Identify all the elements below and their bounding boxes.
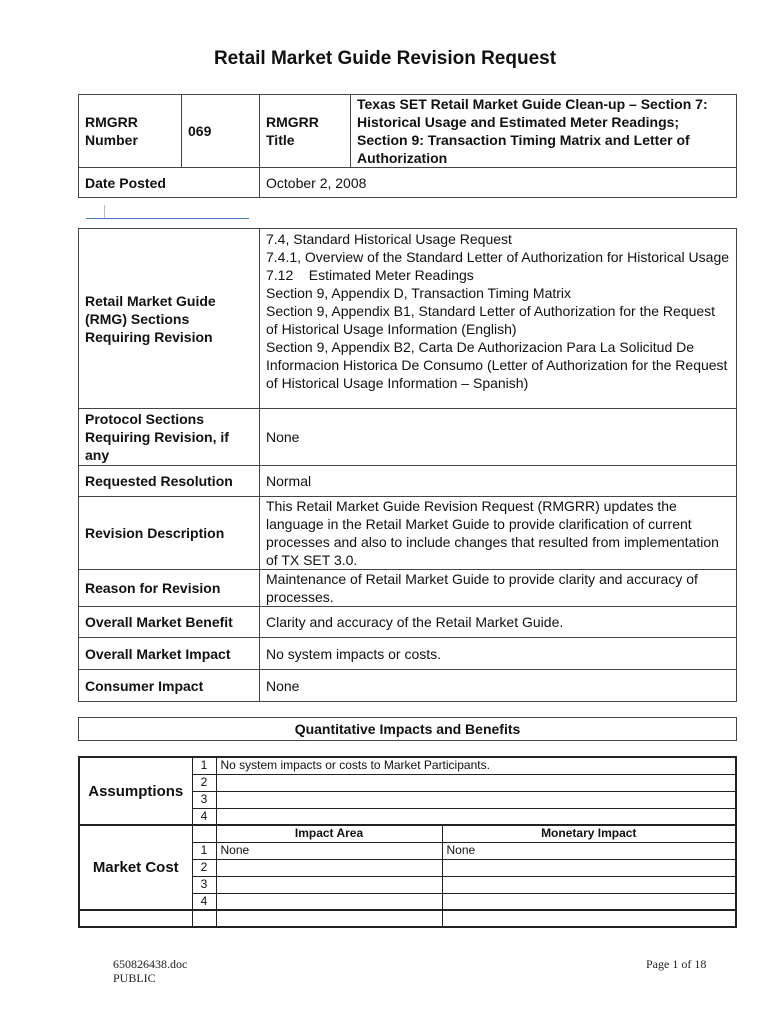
footer-page-number: Page 1 of 18: [646, 957, 707, 971]
rmg-section-line: 7.12 Estimated Meter Readings: [266, 267, 474, 283]
table-row: [79, 757, 736, 774]
table-row: [79, 825, 736, 842]
impact-area-cell: [216, 893, 442, 910]
date-posted-label: Date Posted: [79, 168, 260, 198]
revision-description-label: Revision Description: [79, 497, 260, 570]
impact-area-cell: [216, 876, 442, 893]
footer-left: [113, 957, 187, 985]
row-number: 3: [192, 876, 216, 893]
table-row: [79, 497, 737, 570]
rmgrr-title-value: Texas SET Retail Market Guide Clean-up – Section 7: Historical Usage and Estimated Meter Readings; Section 9: Transaction Timing Matrix and Letter of Authorization: [351, 95, 737, 168]
rmgrr-number-label: RMGRR Number: [79, 95, 182, 168]
monetary-impact-cell: [442, 876, 736, 893]
row-number: 4: [192, 808, 216, 825]
table-row: [79, 607, 737, 638]
row-number: [192, 910, 216, 927]
reason-for-revision-value: Maintenance of Retail Market Guide to provide clarity and accuracy of processes.: [260, 570, 737, 607]
row-number: 4: [192, 893, 216, 910]
consumer-impact-label: Consumer Impact: [79, 670, 260, 702]
revision-description-value: This Retail Market Guide Revision Request (RMGRR) updates the language in the Retail Market Guide to provide clarification of current processes and also to include changes that resulted from implementation of TX SET 3.0.: [260, 497, 737, 570]
table-row: [79, 229, 737, 409]
protocol-sections-label: Protocol Sections Requiring Revision, if any: [79, 409, 260, 466]
overall-market-benefit-value: Clarity and accuracy of the Retail Market Guide.: [260, 607, 737, 638]
consumer-impact-value: None: [260, 670, 737, 702]
details-table: [78, 228, 737, 702]
impact-area-cell: [216, 859, 442, 876]
row-number: 3: [192, 791, 216, 808]
impact-area-cell: None: [216, 842, 442, 859]
date-posted-value: October 2, 2008: [260, 168, 737, 198]
impact-area-header: Impact Area: [216, 825, 442, 842]
table-row: [79, 670, 737, 702]
rmgrr-title-label: RMGRR Title: [260, 95, 351, 168]
reason-for-revision-label: Reason for Revision: [79, 570, 260, 607]
row-number: 1: [192, 757, 216, 774]
table-row: [79, 570, 737, 607]
overall-market-impact-label: Overall Market Impact: [79, 638, 260, 670]
requested-resolution-label: Requested Resolution: [79, 466, 260, 497]
rmg-section-line: 7.4.1, Overview of the Standard Letter of Authorization for Historical Usage: [266, 249, 730, 265]
header-table: [78, 94, 737, 198]
table-row: [79, 466, 737, 497]
table-row: [79, 409, 737, 466]
rmg-section-line: Section 9, Appendix D, Transaction Timing Matrix: [266, 285, 572, 301]
row-number: [192, 825, 216, 842]
quantitative-heading: Quantitative Impacts and Benefits: [79, 718, 737, 741]
assumption-text: [216, 791, 736, 808]
separator-line: [86, 218, 249, 219]
table-row: [79, 910, 736, 927]
empty-cell: [216, 910, 442, 927]
footer-filename: 650826438.doc: [113, 957, 188, 971]
monetary-impact-header: Monetary Impact: [442, 825, 736, 842]
footer-classification: PUBLIC: [113, 971, 156, 985]
overall-market-benefit-label: Overall Market Benefit: [79, 607, 260, 638]
monetary-impact-cell: [442, 859, 736, 876]
quantitative-table: [78, 756, 737, 928]
rmg-section-line: Section 9, Appendix B2, Carta De Authorizacion Para La Solicitud De Informacion Historica De Consumo (Letter of Authorization for the Request of Historical Usage Information – Spanish): [266, 339, 728, 391]
row-number: 1: [192, 842, 216, 859]
rmg-section-line: Section 9, Appendix B1, Standard Letter of Authorization for the Request of Historical Usage Information (English): [266, 303, 716, 337]
protocol-sections-value: None: [260, 409, 737, 466]
rmg-sections-label: Retail Market Guide (RMG) Sections Requiring Revision: [79, 229, 260, 409]
table-row: [79, 638, 737, 670]
assumptions-label: Assumptions: [79, 757, 192, 825]
empty-cell: [442, 910, 736, 927]
assumption-text: No system impacts or costs to Market Participants.: [216, 757, 736, 774]
text-cursor-marker: [104, 205, 105, 219]
assumption-text: [216, 808, 736, 825]
quantitative-heading-table: [78, 717, 737, 741]
monetary-impact-cell: [442, 893, 736, 910]
rmg-section-line: 7.4, Standard Historical Usage Request: [266, 231, 512, 247]
market-cost-label: Market Cost: [79, 825, 192, 910]
overall-market-impact-value: No system impacts or costs.: [260, 638, 737, 670]
rmgrr-number-value: 069: [182, 95, 260, 168]
assumption-text: [216, 774, 736, 791]
page-title: Retail Market Guide Revision Request: [213, 48, 557, 69]
requested-resolution-value: Normal: [260, 466, 737, 497]
row-number: 2: [192, 859, 216, 876]
row-number: 2: [192, 774, 216, 791]
monetary-impact-cell: None: [442, 842, 736, 859]
empty-section-cell: [79, 910, 192, 927]
rmg-sections-value: [260, 229, 737, 409]
